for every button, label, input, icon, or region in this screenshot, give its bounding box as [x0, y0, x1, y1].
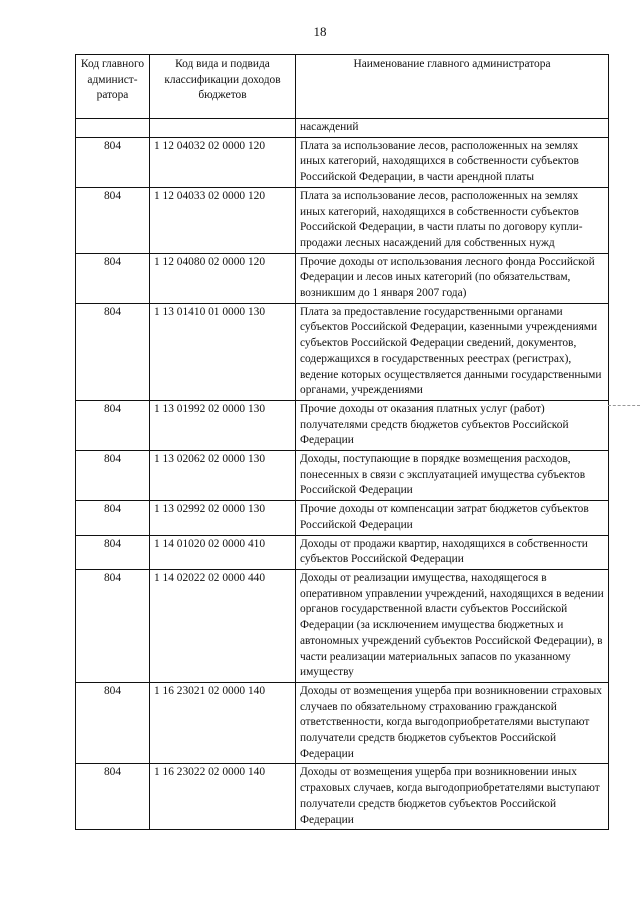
classification-code-cell: 1 14 01020 02 0000 410 [150, 535, 296, 569]
margin-scan-mark [608, 405, 640, 408]
table-row [76, 682, 609, 764]
table-row [76, 303, 609, 400]
table-row [76, 451, 609, 501]
classification-code-cell: 1 13 02062 02 0000 130 [150, 451, 296, 501]
admin-name-cell: Доходы от возмещения ущерба при возникновении страховых случаев по обязательному страхованию гражданской ответственности, когда выгодоприобретателями выступают получатели средств бюджетов субъектов Российской Федерации [296, 682, 609, 764]
admin-code-cell: 804 [76, 400, 150, 450]
classification-code-cell: 1 12 04080 02 0000 120 [150, 253, 296, 303]
table-row [76, 137, 609, 187]
admin-name-cell: Плата за использование лесов, расположенных на землях иных категорий, находящихся в собственности субъектов Российской Федерации, в части платы по договору купли-продажи лесных насаждений для собственных нужд [296, 187, 609, 253]
admin-name-cell: Прочие доходы от использования лесного фонда Российской Федерации и лесов иных категорий (по обязательствам, возникшим до 1 января 2007 года) [296, 253, 609, 303]
admin-name-cell: Доходы от возмещения ущерба при возникновении иных страховых случаев, когда выгодоприобретателями выступают получатели средств бюджетов субъектов Российской Федерации [296, 764, 609, 830]
admin-name-cell: Прочие доходы от компенсации затрат бюджетов субъектов Российской Федерации [296, 501, 609, 535]
classification-code-cell: 1 13 01410 01 0000 130 [150, 303, 296, 400]
classification-code-cell: 1 16 23021 02 0000 140 [150, 682, 296, 764]
page-number: 18 [313, 24, 327, 39]
continuation-empty-cell [150, 119, 296, 138]
continuation-empty-cell [76, 119, 150, 138]
table-row [76, 400, 609, 450]
admin-code-cell: 804 [76, 535, 150, 569]
classification-code-cell: 1 13 02992 02 0000 130 [150, 501, 296, 535]
revenue-admin-table [75, 54, 609, 830]
classification-code-cell: 1 16 23022 02 0000 140 [150, 764, 296, 830]
continuation-text: насаждений [296, 119, 609, 138]
table-row [76, 187, 609, 253]
admin-code-cell: 804 [76, 682, 150, 764]
admin-code-cell: 804 [76, 303, 150, 400]
admin-code-cell: 804 [76, 187, 150, 253]
admin-name-cell: Доходы от реализации имущества, находящегося в оперативном управлении учреждений, находящихся в ведении органов государственной власти субъектов Российской Федерации (за исключением имущества бюджетных и автономных учреждений субъектов Российской Федерации), в части реализации материальных запасов по указанному имуществу [296, 569, 609, 682]
header-classification-code: Код вида и подвида классификации доходов бюджетов [150, 55, 296, 119]
table-row [76, 253, 609, 303]
classification-code-cell: 1 12 04033 02 0000 120 [150, 187, 296, 253]
admin-code-cell: 804 [76, 451, 150, 501]
classification-code-cell: 1 13 01992 02 0000 130 [150, 400, 296, 450]
table-row [76, 569, 609, 682]
admin-code-cell: 804 [76, 764, 150, 830]
classification-code-cell: 1 14 02022 02 0000 440 [150, 569, 296, 682]
table-row [76, 764, 609, 830]
admin-name-cell: Доходы, поступающие в порядке возмещения расходов, понесенных в связи с эксплуатацией имущества субъектов Российской Федерации [296, 451, 609, 501]
table-row [76, 535, 609, 569]
table-header-row [76, 55, 609, 119]
admin-name-cell: Доходы от продажи квартир, находящихся в собственности субъектов Российской Федерации [296, 535, 609, 569]
admin-code-cell: 804 [76, 137, 150, 187]
table-row [76, 501, 609, 535]
table-body [76, 119, 609, 830]
admin-code-cell: 804 [76, 501, 150, 535]
admin-name-cell: Плата за предоставление государственными органами субъектов Российской Федерации, казенными учреждениями субъектов Российской Федерации сведений, документов, содержащихся в государственных реестрах (регистрах), ведение которых осуществляется данными государственными органами, учреждениями [296, 303, 609, 400]
continuation-row [76, 119, 609, 138]
admin-name-cell: Плата за использование лесов, расположенных на землях иных категорий, находящихся в собственности субъектов Российской Федерации, в части арендной платы [296, 137, 609, 187]
header-admin-code: Код главного админист-ратора [76, 55, 150, 119]
admin-name-cell: Прочие доходы от оказания платных услуг (работ) получателями средств бюджетов субъектов Российской Федерации [296, 400, 609, 450]
header-admin-name: Наименование главного администратора [296, 55, 609, 119]
admin-code-cell: 804 [76, 253, 150, 303]
classification-code-cell: 1 12 04032 02 0000 120 [150, 137, 296, 187]
admin-code-cell: 804 [76, 569, 150, 682]
